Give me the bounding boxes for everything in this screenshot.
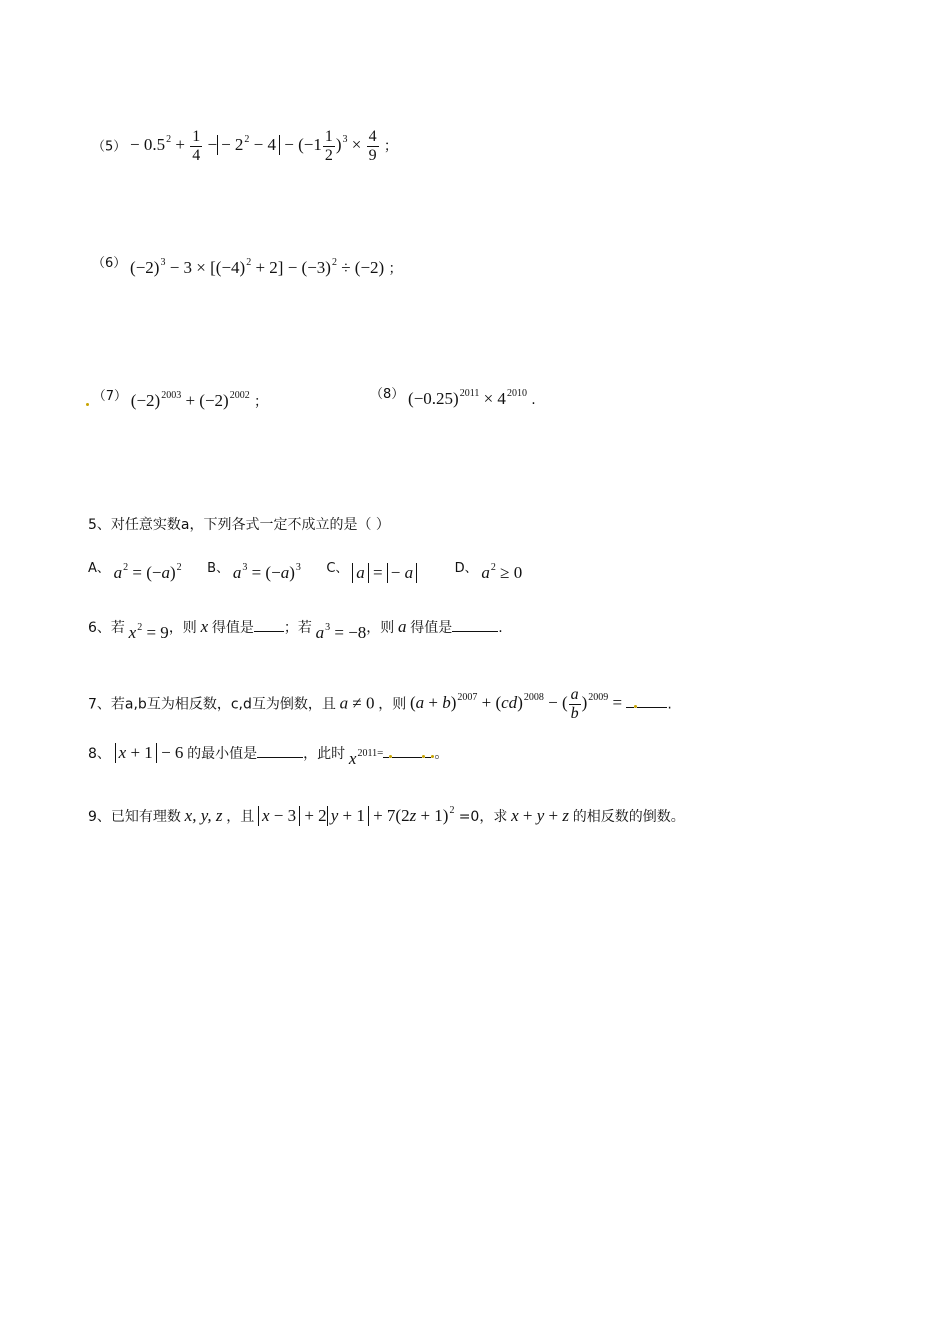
problem-8 [370, 388, 536, 408]
question-6-text-2: 得值是 [211, 620, 254, 636]
answer-blank-q7[interactable] [637, 707, 667, 708]
question-8-expression: x + 1 − 6 [115, 743, 184, 762]
question-9-equation: x − 3 + 2 $y + 1 + 7(2z + 1)^2$ [258, 806, 459, 825]
question-6-text-5: 得值是 [410, 620, 453, 636]
question-8-text-2: ，此时 [303, 746, 346, 762]
problem-5-expression: − $0.5^2$ + $\frac{1}{4}$ − − $2^2 - 4 - (-1$ $\frac{1}{2}$ )$^3$ × $\frac{4}{9}$ [130, 128, 377, 164]
question-6-condition-a: $a^3 = -8$ [315, 622, 367, 642]
question-6-text-3: ；若 [283, 620, 312, 636]
question-9-text-1: ，且 [226, 809, 255, 825]
question-5-options [88, 562, 522, 583]
question-7 [88, 686, 672, 723]
fraction-a-over-b: $\frac{a}{b}$ [570, 686, 579, 722]
question-6 [88, 618, 503, 641]
marker-dot [86, 403, 89, 406]
question-6-condition-x: $x^2 = 9$ [128, 622, 169, 642]
question-5-text: 5、对任意实数a，下列各式一定不成立的是（ ） [88, 517, 390, 533]
problem-6 [92, 257, 402, 277]
option-c-letter: C、 [326, 561, 349, 576]
question-8-end: 。 [434, 746, 449, 762]
option-d-expression: $a^2 \ge 0$ [481, 562, 523, 582]
problem-6-expression: $(-2)^3 - 3 \times [(-4)^2 + 2] - (-3)^2 \div (-2)$ [130, 257, 389, 277]
option-a-letter: A、 [88, 561, 110, 576]
question-6-text-1: ，则 [168, 620, 197, 636]
question-6-end: . [498, 620, 503, 636]
question-8-prefix: 8、 [88, 746, 111, 762]
problem-8-label: （8） [370, 387, 405, 402]
question-9-sum: x + y + z [511, 806, 569, 825]
option-d-letter: D、 [454, 561, 478, 576]
problem-7-expression: $(-2)^{2003} + (-2)^{2002}$ [130, 390, 250, 410]
problem-8-expression: $(-0.25)^{2011} \times 4^{2010}$ [408, 388, 527, 408]
question-8-power: $x^{2011}$ [348, 748, 378, 768]
problem-6-label: （6） [92, 256, 127, 271]
option-b-letter: B、 [207, 561, 230, 576]
problem-7-end: ； [253, 394, 268, 410]
question-8-text-1: 的最小值是 [187, 746, 258, 762]
problem-7 [86, 390, 268, 410]
question-7-prefix: 7、若a,b互为相反数，c,d互为倒数，且 [88, 696, 336, 713]
question-7-expression: $(a + b)^{2007} + (cd)^{2008}$ − ( $\frac{a}{b}$ )$^{2009}$ = [409, 686, 627, 722]
answer-blank-x[interactable] [254, 631, 284, 632]
problem-8-end: . [531, 392, 536, 408]
option-c-expression: a = − a [352, 563, 417, 582]
problem-5 [92, 128, 398, 165]
problem-5-label: （5） [92, 139, 127, 155]
variable-x: x [200, 617, 209, 636]
fraction-one-half: $\frac{1}{2}$ [324, 128, 333, 164]
problem-5-end: ； [383, 138, 398, 155]
variable-a: a [398, 617, 407, 636]
option-a-expression: $a^2 = (-a)^2$ [113, 562, 182, 582]
answer-blank-power[interactable] [392, 757, 422, 758]
question-6-prefix: 6、若 [88, 620, 125, 636]
answer-blank-a[interactable] [452, 631, 498, 632]
question-6-text-4: ，则 [366, 620, 395, 636]
question-7-text-1: ，则 [378, 696, 407, 713]
question-8: 8、 x + 1 − 6 的最小值是 ，此时 $x^{2011}=$ 。 [88, 743, 449, 768]
fraction-four-ninths: $\frac{4}{9}$ [368, 128, 377, 164]
question-9-variables: x, y, z [184, 806, 223, 825]
question-9-text-3: 的相反数的倒数。 [572, 809, 685, 825]
problem-6-end: ； [388, 261, 403, 277]
answer-blank-minimum[interactable] [257, 757, 303, 758]
option-b-expression: $a^3 = (-a)^3$ [232, 562, 301, 582]
question-9-text-2: =0，求 [458, 809, 508, 825]
problem-7-label: （7） [92, 389, 128, 404]
question-9 [88, 806, 685, 826]
question-7-end: . [667, 696, 672, 713]
question-9-prefix: 9、已知有理数 [88, 809, 181, 825]
question-7-condition: a ≠ 0 [339, 693, 375, 713]
fraction-one-quarter: $\frac{1}{4}$ [192, 128, 201, 164]
